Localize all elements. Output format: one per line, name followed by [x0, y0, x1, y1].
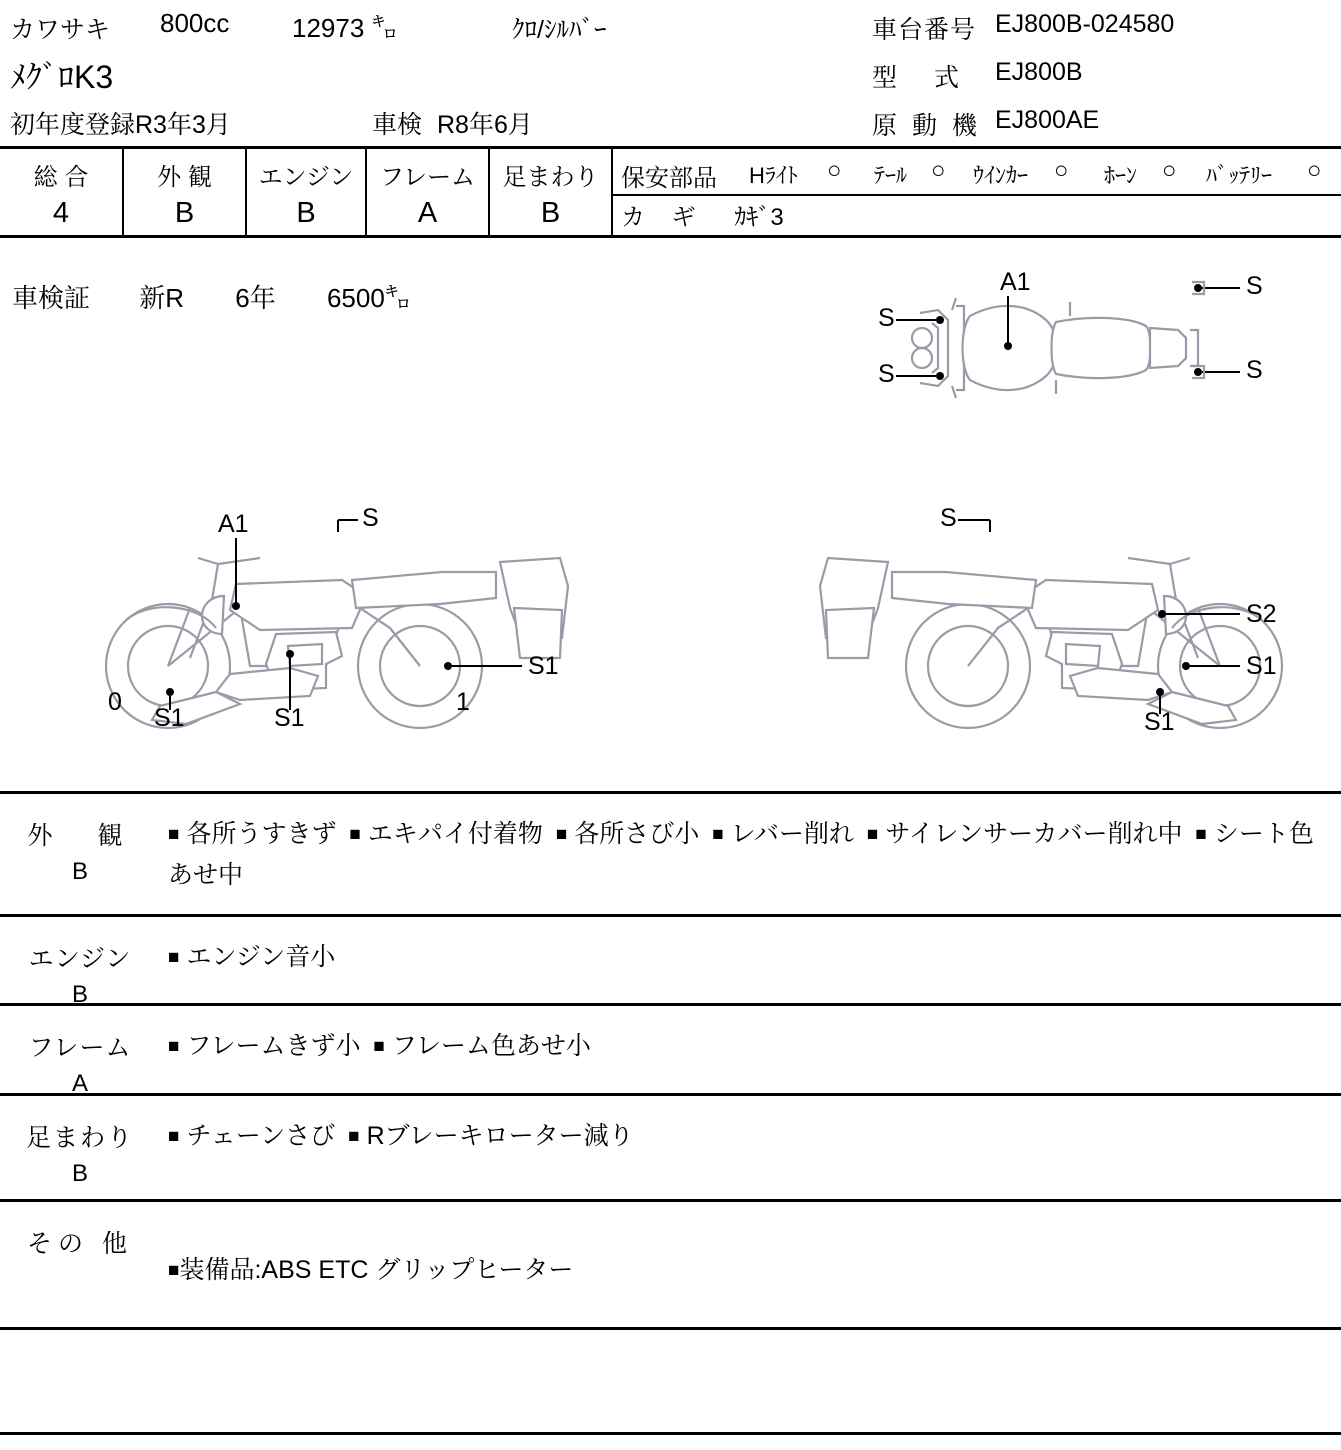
- mark-s2-right: S2: [1246, 600, 1277, 628]
- row-item: レバー削れ: [730, 820, 854, 848]
- first-reg-value: R3年3月: [135, 111, 231, 139]
- mark-s1-left-exhaust: S1: [154, 704, 185, 732]
- grade-label: 足まわり: [502, 164, 599, 191]
- bullet-square-icon: ■: [555, 824, 568, 845]
- bullet-square-icon: ■: [168, 1036, 180, 1057]
- row-items: [168, 937, 1328, 978]
- row-item: エキパイ付着物: [367, 820, 543, 848]
- safety-parts-row: [621, 157, 1337, 193]
- mark-s-top-left-front: S: [878, 304, 895, 332]
- row-category-name: フレーム: [28, 1034, 132, 1062]
- key-row: [621, 197, 784, 232]
- mark-s-right: S: [940, 504, 957, 532]
- row-category: [0, 1006, 160, 1098]
- safety-item-battery-label: ﾊﾞｯﾃﾘｰ: [1206, 163, 1273, 188]
- shaken-note-value1: 新R: [139, 283, 185, 313]
- shaken-note-value2: 6年: [235, 283, 276, 313]
- row-item: チェーンさび: [186, 1122, 336, 1150]
- grade-label: 総 合: [33, 164, 89, 191]
- condition-row-other: [0, 1202, 1341, 1330]
- bullet-square-icon: ■: [373, 1036, 385, 1057]
- vin-value: EJ800B-024580: [995, 10, 1175, 38]
- bullet-square-icon: ■: [348, 1126, 360, 1147]
- model-name: ﾒｸﾞﾛK3: [10, 59, 114, 95]
- maker-name: カワサキ: [10, 16, 111, 44]
- shaken-note: [12, 278, 411, 315]
- bullet-square-icon: ■: [712, 824, 724, 845]
- bike-top-view: [860, 268, 1280, 428]
- mark-digit-0: 0: [108, 688, 122, 716]
- bullet-square-icon: ■: [168, 947, 180, 968]
- condition-row-exterior: [0, 794, 1341, 917]
- row-item: エンジン音小: [186, 943, 336, 971]
- bullet-square-icon: ■: [168, 824, 180, 845]
- row-items: [168, 814, 1328, 895]
- mark-a1-top: A1: [1000, 268, 1031, 296]
- mark-s-left: S: [362, 504, 379, 532]
- grade-value: B: [540, 197, 561, 229]
- condition-row-engine: [0, 917, 1341, 1006]
- safety-item-winker-label: ｳｲﾝｶｰ: [973, 163, 1029, 188]
- mark-s-top-left-rear: S: [878, 360, 895, 388]
- safety-parts-title: 保安部品: [621, 165, 717, 192]
- safety-divider: [613, 194, 1341, 196]
- grade-value: A: [417, 197, 438, 229]
- grade-label: エンジン: [258, 164, 354, 191]
- damage-diagram-area: [0, 238, 1341, 794]
- key-value: ｶｷﾞ3: [734, 204, 784, 231]
- row-category-name: エンジン: [28, 945, 132, 973]
- mark-s1-left-engine: S1: [274, 704, 305, 732]
- bike-right-view: [800, 488, 1320, 768]
- condition-row-suspension: [0, 1096, 1341, 1202]
- row-item: フレームきず小: [186, 1032, 361, 1060]
- engine-label: 原 動 機: [872, 112, 981, 140]
- row-category-name: 足まわり: [25, 1124, 134, 1152]
- row-category-name: 外 観: [27, 822, 133, 850]
- grade-cell-engine: [247, 149, 367, 238]
- bullet-square-icon: ■: [866, 824, 879, 845]
- safety-item-tail-label: ﾃｰﾙ: [874, 163, 908, 188]
- row-category-grade: B: [71, 981, 88, 1008]
- grade-label: 外 観: [157, 164, 212, 191]
- bullet-square-icon: ■: [168, 1260, 180, 1281]
- row-items: [168, 1250, 1328, 1291]
- mark-s1-right-exhaust: S1: [1144, 708, 1175, 736]
- safety-item-tail-mark: ○: [931, 157, 946, 184]
- grade-value: B: [174, 197, 195, 229]
- engine-value: EJ800AE: [995, 106, 1100, 134]
- grade-bar: [0, 146, 1341, 238]
- mileage: 12973 ㌔: [292, 13, 398, 43]
- safety-item-battery-mark: ○: [1307, 157, 1322, 184]
- inspection-label: 車検: [372, 111, 423, 139]
- grade-value: 4: [52, 197, 70, 229]
- row-item: 装備品:ABS ETC グリップヒーター: [179, 1256, 574, 1284]
- row-item: シート色あせ中: [168, 820, 1314, 889]
- row-item: サイレンサーカバー削れ中: [885, 820, 1183, 848]
- bullet-square-icon: ■: [168, 1126, 180, 1147]
- row-category-grade: B: [71, 858, 88, 885]
- inspection-value: R8年6月: [437, 111, 533, 139]
- displacement: 800cc: [160, 8, 230, 38]
- key-label: カ ギ: [621, 204, 706, 231]
- type-value: EJ800B: [995, 58, 1083, 86]
- body-color: ｸﾛ/ｼﾙﾊﾞｰ: [512, 16, 607, 44]
- shaken-note-label: 車検証: [12, 283, 91, 313]
- row-category-grade: B: [71, 1160, 88, 1187]
- grade-label: フレーム: [379, 164, 476, 191]
- mark-a1-left: A1: [218, 510, 249, 538]
- condition-row-blank: [0, 1330, 1341, 1435]
- row-item: Rブレーキローター減り: [366, 1122, 634, 1150]
- row-category-grade: A: [71, 1070, 88, 1097]
- safety-item-winker-mark: ○: [1054, 157, 1069, 184]
- shaken-note-value3: 6500㌔: [326, 283, 411, 313]
- safety-item-headlight-mark: ○: [827, 157, 842, 184]
- row-category-name: その 他: [27, 1230, 133, 1258]
- first-reg-label: 初年度登録: [10, 111, 136, 139]
- mark-s-top-right-front: S: [1246, 272, 1263, 300]
- sheet-header: [0, 0, 1341, 146]
- mark-s1-left-rear-wheel: S1: [528, 652, 559, 680]
- condition-rows: [0, 794, 1341, 1450]
- row-items: [168, 1116, 1328, 1157]
- row-items: [168, 1026, 1328, 1067]
- row-category: [0, 1202, 160, 1260]
- condition-row-frame: [0, 1006, 1341, 1096]
- grade-cell-frame: [367, 149, 490, 238]
- row-category: [0, 917, 160, 1009]
- mark-s1-right-front-wheel: S1: [1246, 652, 1277, 680]
- bullet-square-icon: ■: [1195, 824, 1207, 845]
- row-item: フレーム色あせ小: [391, 1032, 591, 1060]
- vin-label: 車台番号: [872, 16, 977, 44]
- row-item: 各所うすきず: [186, 820, 337, 848]
- bike-left-view: [90, 488, 610, 768]
- mark-digit-1: 1: [456, 688, 470, 716]
- grade-cell-suspension: [490, 149, 613, 238]
- mark-s-top-right-rear: S: [1246, 356, 1263, 384]
- safety-item-horn-label: ﾎｰﾝ: [1104, 163, 1138, 188]
- row-category: [0, 1096, 160, 1188]
- grade-cell-exterior: [124, 149, 247, 238]
- row-item: 各所さび小: [574, 820, 700, 848]
- grade-value: B: [296, 197, 316, 229]
- type-label: 型 式: [872, 64, 966, 92]
- safety-item-headlight-label: Hﾗｲﾄ: [749, 163, 798, 188]
- bullet-square-icon: ■: [349, 824, 361, 845]
- grade-cell-overall: [0, 149, 124, 238]
- row-category: [0, 794, 160, 886]
- safety-item-horn-mark: ○: [1162, 157, 1177, 184]
